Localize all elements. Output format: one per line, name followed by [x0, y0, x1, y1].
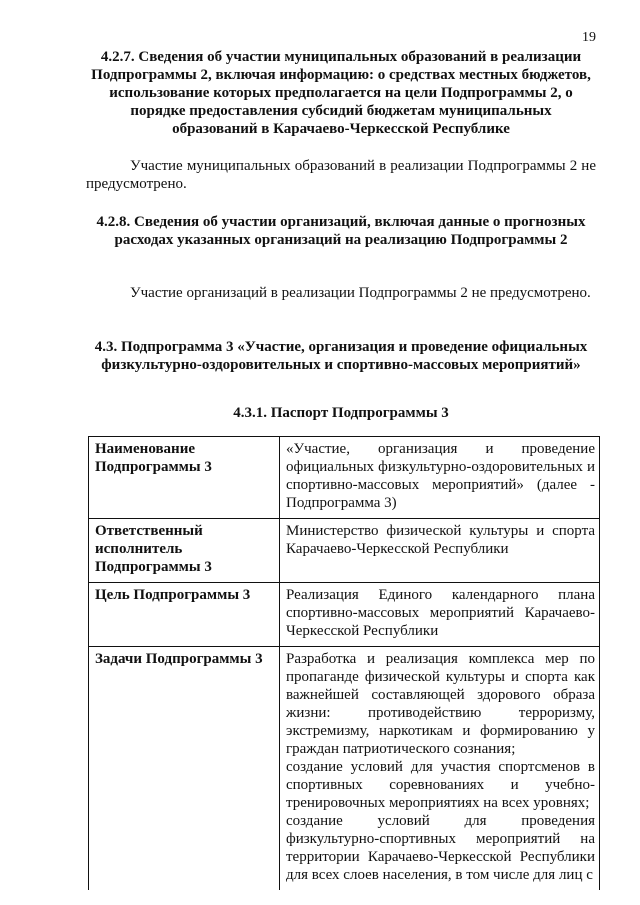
passport-value: «Участие, организация и проведение официальных физкультурно-оздоровительных и спортивно-массовых мероприятий» (далее - Подпрограмма 3)	[280, 437, 600, 519]
section-heading-4-3: 4.3. Подпрограмма 3 «Участие, организация и проведение официальных физкультурно-оздоровительных и спортивно-массовых мероприятий»	[94, 339, 588, 373]
passport-tasks	[280, 647, 600, 891]
table-row	[89, 647, 600, 891]
task-item: создание условий для проведения физкультурно-спортивных мероприятий на территории Карачаево-Черкесской Республики для всех слоев населения, в том числе для лиц с	[286, 813, 595, 883]
section-heading-4-3-1: 4.3.1. Паспорт Подпрограммы 3	[233, 405, 449, 421]
table-row	[89, 519, 600, 583]
section-text-4-2-7: Участие муниципальных образований в реализации Подпрограммы 2 не предусмотрено.	[86, 158, 596, 192]
passport-label: Ответственный исполнитель Подпрограммы 3	[89, 519, 280, 583]
table-row	[89, 583, 600, 647]
section-heading-4-2-8: 4.2.8. Сведения об участии организаций, включая данные о прогнозных расходах указанных организаций на реализацию Подпрограммы 2	[96, 214, 586, 248]
section-text-4-2-8: Участие организаций в реализации Подпрограммы 2 не предусмотрено.	[130, 285, 591, 301]
passport-value: Министерство физической культуры и спорта Карачаево-Черкесской Республики	[280, 519, 600, 583]
passport-label: Цель Подпрограммы 3	[89, 583, 280, 647]
passport-label: Задачи Подпрограммы 3	[89, 647, 280, 891]
task-item: Разработка и реализация комплекса мер по пропаганде физической культуры и спорта как важнейшей составляющей здорового образа жизни: противодействию терроризму, экстремизму, наркотикам и формированию у граждан патриотического сознания;	[286, 651, 595, 757]
table-row	[89, 437, 600, 519]
passport-label: Наименование Подпрограммы 3	[89, 437, 280, 519]
section-heading-4-2-7: 4.2.7. Сведения об участии муниципальных образований в реализации Подпрограммы 2, включая информацию: о средствах местных бюджетов, использование которых предполагается на цели Подпрограммы 2, о порядке предоставления субсидий бюджетам муниципальных образований в Карачаево-Черкесской Республике	[91, 49, 591, 137]
passport-value: Реализация Единого календарного плана спортивно-массовых мероприятий Карачаево-Черкесской Республики	[280, 583, 600, 647]
passport-table	[88, 436, 600, 890]
task-item: создание условий для участия спортсменов в спортивных соревнованиях и учебно-тренировочных мероприятиях на всех уровнях;	[286, 759, 595, 811]
page-number: 19	[582, 30, 596, 45]
